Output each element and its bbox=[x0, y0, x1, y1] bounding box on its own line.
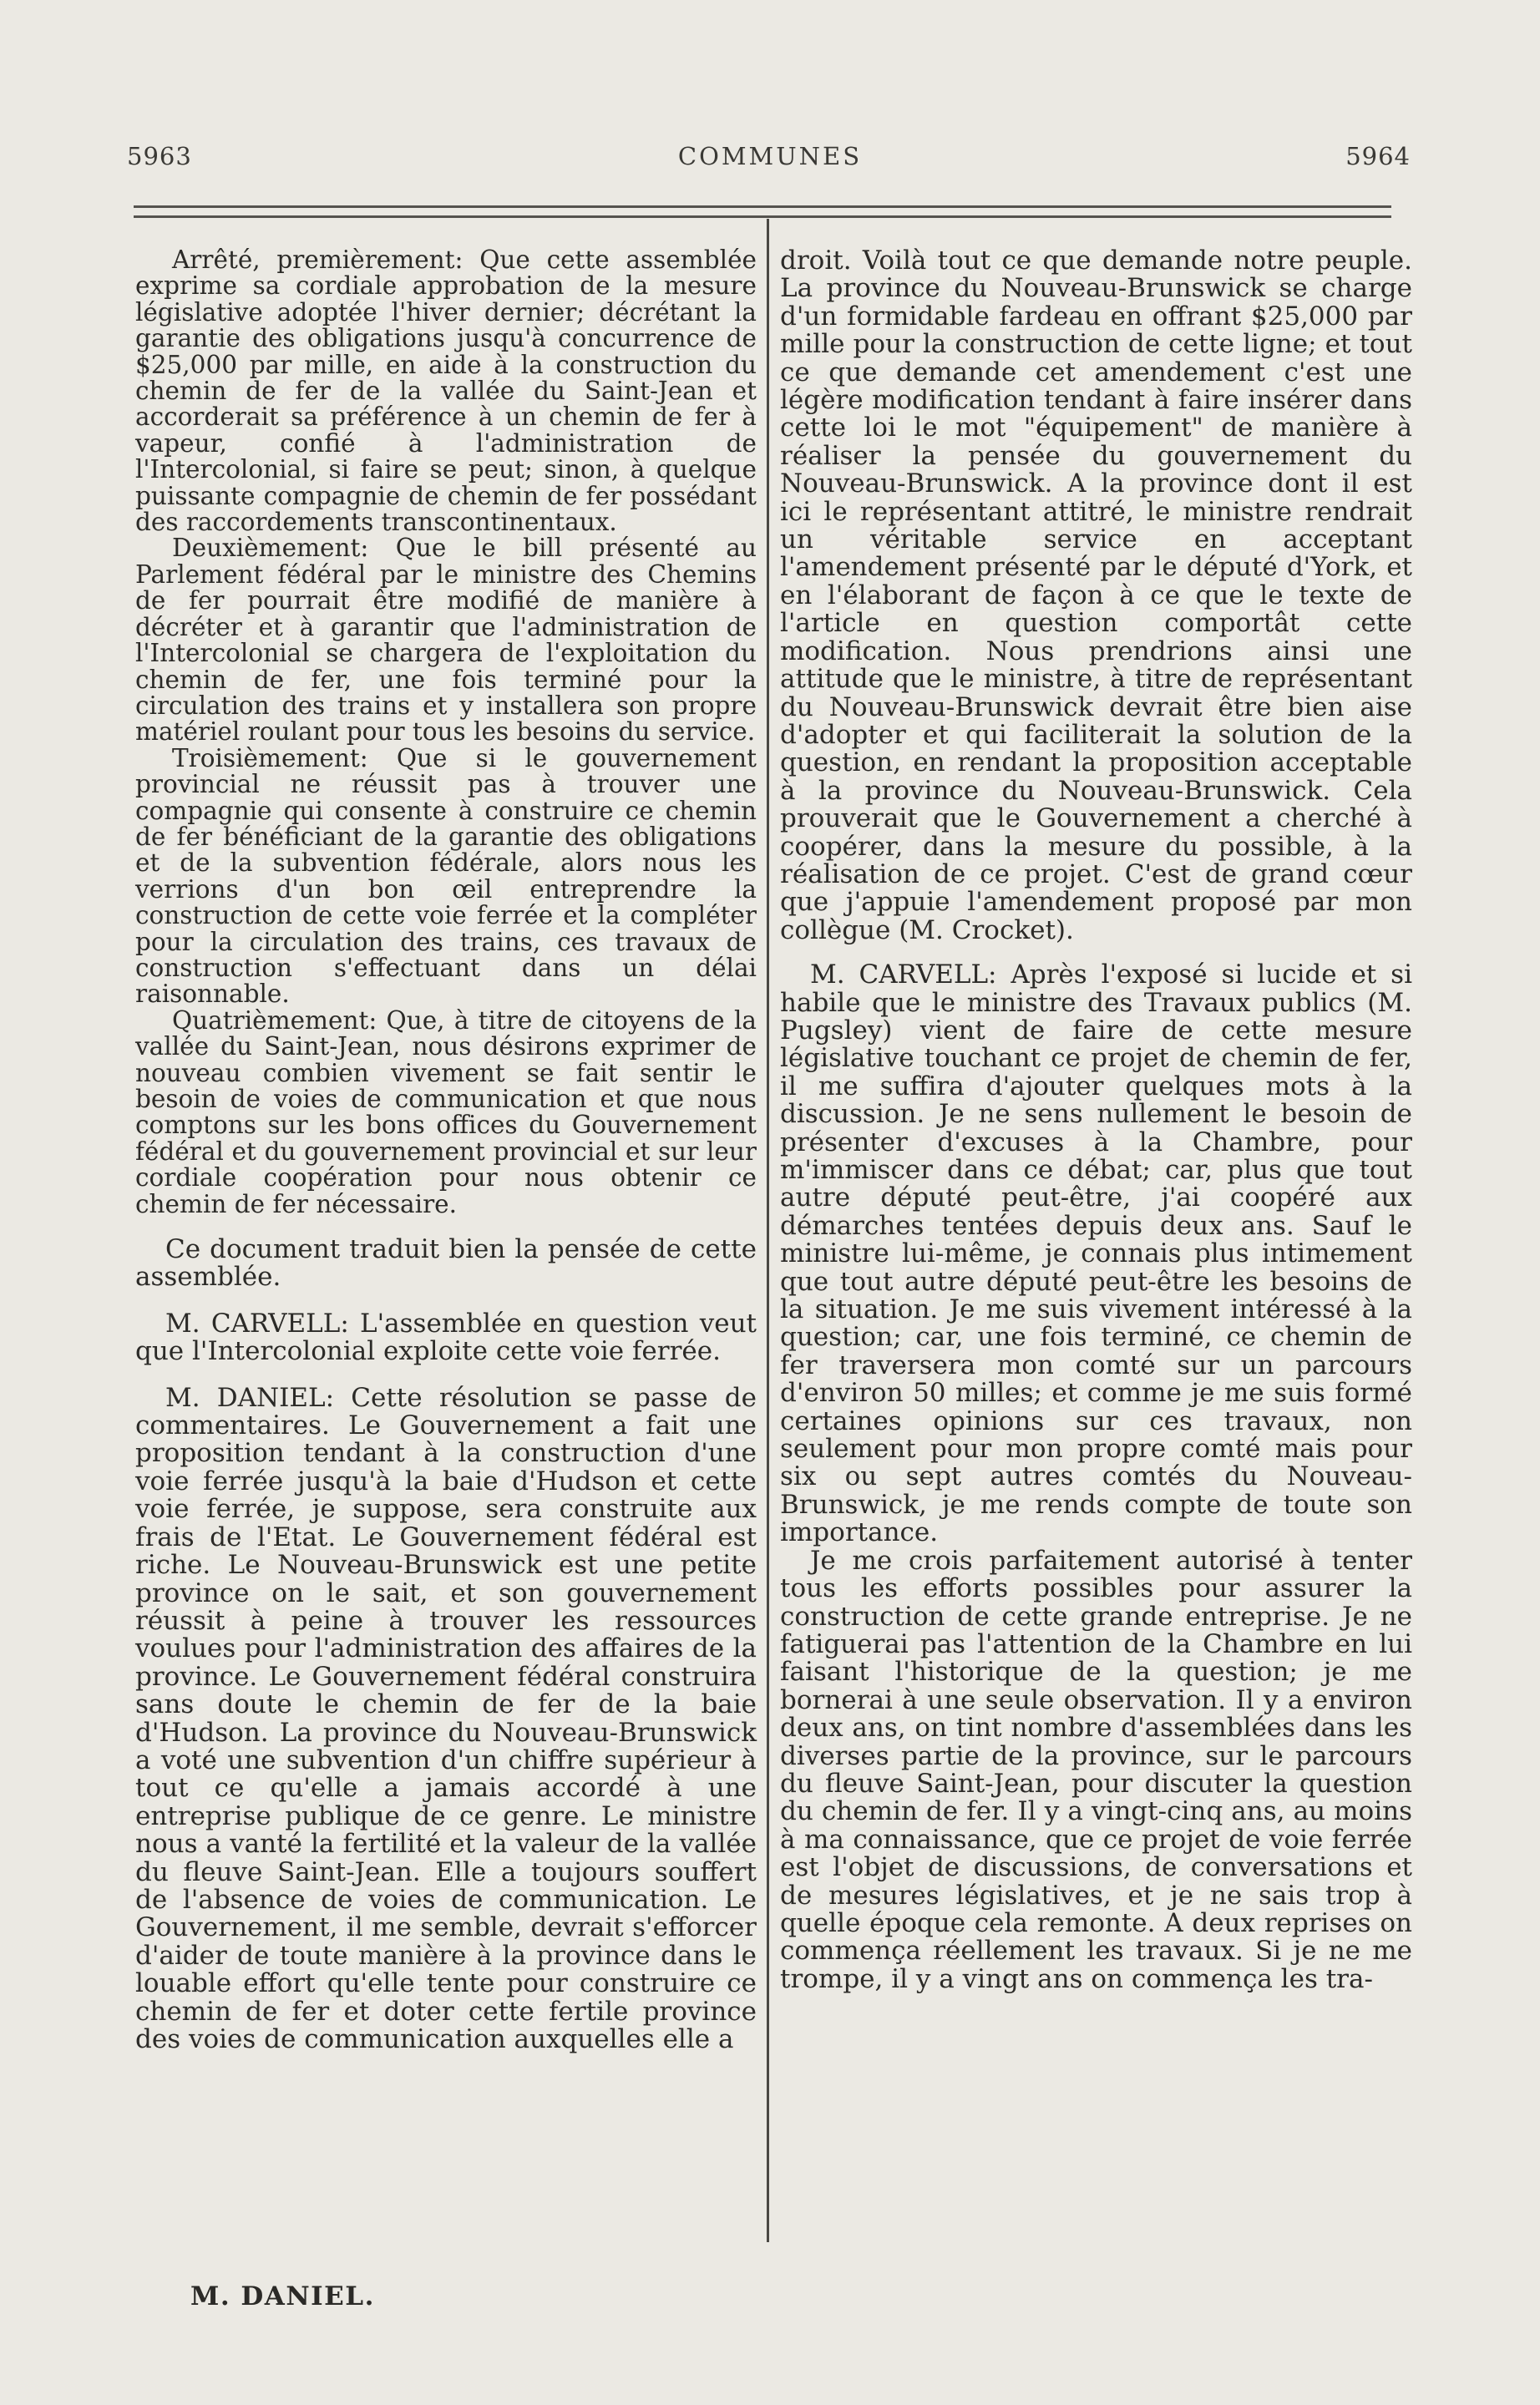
footer-speaker: M. DANIEL. bbox=[190, 2281, 375, 2311]
resolution-block bbox=[135, 247, 757, 1218]
page-number-left: 5963 bbox=[127, 142, 192, 170]
header-rule-bottom bbox=[134, 215, 1391, 218]
paragraph-document: Ce document traduit bien la pensée de cette assemblée. bbox=[135, 1234, 757, 1293]
left-column bbox=[135, 247, 757, 2053]
paragraph-crois: Je me crois parfaitement autorisé à tenter tous les efforts possibles pour assurer la construction de cette grande entreprise. Je ne fatiguerai pas l'attention de la Chambre en lui faisant l'historique de la question; je me bornerai à une seule observation. Il y a environ deux ans, on tint nombre d'assemblées dans les diverses partie de la province, sur le parcours du fleuve Saint-Jean, pour discuter la question du chemin de fer. Il y a vingt-cinq ans, au moins à ma connaissance, que ce projet de voie ferrée est l'objet de discussions, de conversations et de mesures législatives, et je ne sais trop à quelle époque cela remonte. A deux reprises on commença réellement les travaux. Si je ne me trompe, il y a vingt ans on commença les tra- bbox=[780, 1545, 1412, 1994]
page-number-right: 5964 bbox=[1345, 142, 1411, 170]
resolution-first: Arrêté, premièrement: Que cette assemblée exprime sa cordiale approbation de la mesure législative adoptée l'hiver dernier; décrétant la garantie des obligations jusqu'à concurrence de $25,000 par mille, en aide à la construction du chemin de fer de la vallée du Saint-Jean et accorderait sa préférence à un chemin de fer à vapeur, confié à l'administration de l'Intercolonial, si faire se peut; sinon, à quelque puissante compagnie de chemin de fer possédant des raccordements transcontinentaux. bbox=[135, 246, 757, 537]
header-rule-top bbox=[134, 205, 1391, 208]
paragraph-carvell: M. CARVELL: Après l'exposé si lucide et si habile que le ministre des Travaux publics (M. Pugsley) vient de faire de cette mesure législative touchant ce projet de chemin de fer, il me suffira d'ajouter quelques mots à la discussion. Je ne sens nullement le besoin de présenter d'excuses à la Chambre, pour m'immiscer dans ce débat; car, plus que tout autre député peut-être, j'ai coopéré aux démarches tentées depuis deux ans. Sauf le ministre lui-même, je connais plus intimement que tout autre député peut-être les besoins de la situation. Je me suis vivement intéressé à la question; car, une fois terminé, ce chemin de fer traversera mon comté sur un parcours d'environ 50 milles; et comme je me suis formé certaines opinions sur ces travaux, non seulement pour mon propre comté mais pour six ou sept autres comtés du Nouveau-Brunswick, je me rends compte de toute son importance. bbox=[780, 959, 1412, 1548]
right-column bbox=[780, 247, 1412, 1993]
resolution-fourth: Quatrièmement: Que, à titre de citoyens de la vallée du Saint-Jean, nous désirons exprimer de nouveau combien vivement se fait sentir le besoin de voies de communication et que nous comptons sur les bons offices du Gouvernement fédéral et du gouvernement provincial et sur leur cordiale coopération pour nous obtenir ce chemin de fer nécessaire. bbox=[135, 1005, 757, 1218]
paragraph-daniel: M. DANIEL: Cette résolution se passe de commentaires. Le Gouvernement a fait une proposition tendant à la construction d'une voie ferrée jusqu'à la baie d'Hudson et cette voie ferrée, je suppose, sera construite aux frais de l'Etat. Le Gouvernement fédéral est riche. Le Nouveau-Brunswick est une petite province on le sait, et son gouvernement réussit à peine à trouver les ressources voulues pour l'administration des affaires de la province. Le Gouvernement fédéral construira sans doute le chemin de fer de la baie d'Hudson. La province du Nouveau-Brunswick a voté une subvention d'un chiffre supérieur à tout ce qu'elle a jamais accordé à une entreprise publique de ce genre. Le ministre nous a vanté la fertilité et la valeur de la vallée du fleuve Saint-Jean. Elle a toujours souffert de l'absence de voies de communication. Le Gouvernement, il me semble, devrait s'efforcer d'aider de toute manière à la province dans le louable effort qu'elle tente pour construire ce chemin de fer et doter cette fertile province des voies de communication auxquelles elle a bbox=[135, 1382, 757, 2054]
resolution-second: Deuxièmement: Que le bill présenté au Parlement fédéral par le ministre des Chemins de fer pourrait être modifié de manière à décréter et à garantir que l'administration de l'Intercolonial se chargera de l'exploitation du chemin de fer, une fois terminé pour la circulation des trains et y installera son propre matériel roulant pour tous les besoins du service. bbox=[135, 534, 757, 747]
paragraph-droit: droit. Voilà tout ce que demande notre peuple. La province du Nouveau-Brunswick se charge d'un formidable fardeau en offrant $25,000 par mille pour la construction de cette ligne; et tout ce que demande cet amendement c'est une légère modification tendant à faire insérer dans cette loi le mot "équipement" de manière à réaliser la pensée du gouvernement du Nouveau-Brunswick. A la province dont il est ici le représentant attitré, le ministre rendrait un véritable service en acceptant l'amendement présenté par le député d'York, et en l'élaborant de façon à ce que le texte de l'article en question comportât cette modification. Nous prendrions ainsi une attitude que le ministre, à titre de représentant du Nouveau-Brunswick devrait être bien aise d'adopter et qui faciliterait la solution de la question, en rendant la proposition acceptable à la province du Nouveau-Brunswick. Cela prouverait que le Gouvernement a cherché à coopérer, dans la mesure du possible, à la réalisation de ce projet. C'est de grand cœur que j'appuie l'amendement proposé par mon collègue (M. Crocket). bbox=[780, 246, 1412, 945]
resolution-third: Troisièmement: Que si le gouvernement provincial ne réussit pas à trouver une compagnie qui consente à construire ce chemin de fer bénéficiant de la garantie des obligations et de la subvention fédérale, alors nous les verrions d'un bon œil entreprendre la construction de cette voie ferrée et la compléter pour la circulation des trains, ces travaux de construction s'effectuant dans un délai raisonnable. bbox=[135, 743, 757, 1009]
column-divider bbox=[767, 219, 769, 2242]
paragraph-carvell-question: M. CARVELL: L'assemblée en question veut que l'Intercolonial exploite cette voie ferrée. bbox=[135, 1308, 757, 1367]
running-title: COMMUNES bbox=[677, 142, 863, 170]
